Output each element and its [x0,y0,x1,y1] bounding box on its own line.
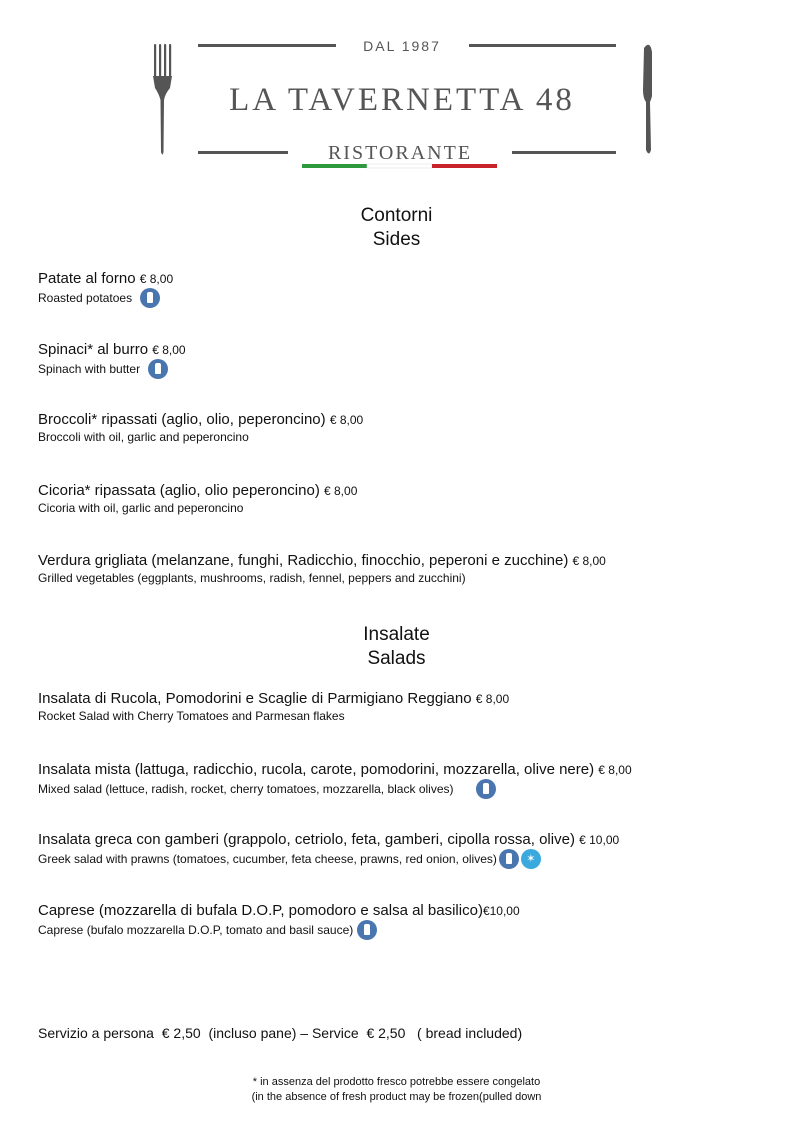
fork-icon [153,44,172,155]
menu-item [38,482,357,516]
footnote-line-2: (in the absence of fresh product may be frozen(pulled down [251,1091,542,1103]
item-name: Cicoria* ripassata (aglio, olio peperoncino) [38,482,320,499]
item-desc: Spinach with butter [38,362,141,376]
item-name: Insalata mista (lattuga, radicchio, rucola, carote, pomodorini, mozzarella, olive nere) [38,761,595,778]
item-price: €10,00 [482,904,520,918]
section-title-it: Contorni [360,205,433,226]
service-label-it: Servizio a persona [38,1025,154,1041]
service-dash: – [300,1025,309,1041]
item-desc: Grilled vegetables (eggplants, mushrooms, radish, fennel, peppers and zucchini) [38,571,466,585]
flag-white [367,164,432,168]
item-desc: Caprese (bufalo mozzarella D.O.P, tomato and basil sauce) [38,923,354,937]
item-price: € 8,00 [139,272,174,286]
milk-icon [140,288,160,308]
flag-red [432,164,497,168]
menu-item [38,270,173,308]
item-name: Spinaci* al burro [38,341,149,358]
flag-green [302,164,367,168]
section-title-it: Insalate [363,624,430,645]
item-price: € 8,00 [475,692,510,706]
item-price: € 8,00 [329,413,364,427]
item-name: Caprese (mozzarella di bufala D.O.P, pomodoro e salsa al basilico) [38,902,483,919]
service-note-it: (incluso pane) [208,1025,297,1041]
menu-item [38,831,619,869]
service-note-en: ( bread included) [417,1025,523,1041]
item-name: Verdura grigliata (melanzane, funghi, Radicchio, finocchio, peperoni e zucchine) [38,552,569,569]
section-title-en: Sides [372,229,421,250]
footnote [0,1075,793,1105]
service-charge [38,1025,522,1041]
item-price: € 8,00 [152,343,186,357]
milk-icon [476,779,496,799]
footnote-line-1: * in assenza del prodotto fresco potrebbe essere congelato [252,1076,541,1088]
menu-item [38,761,632,799]
menu-item [38,552,606,586]
restaurant-name: LA TAVERNETTA 48 [229,82,575,118]
item-price: € 8,00 [572,554,606,568]
item-desc: Cicoria with oil, garlic and peperoncino [38,501,244,515]
item-desc: Mixed salad (lettuce, radish, rocket, cherry tomatoes, mozzarella, black olives) [38,782,454,796]
since-label: DAL 1987 [363,38,441,54]
restaurant-subtitle: RISTORANTE [327,142,473,164]
milk-icon [499,849,519,869]
item-name: Patate al forno [38,270,136,287]
service-label-en: Service [311,1025,359,1041]
item-name: Broccoli* ripassati (aglio, olio, peperoncino) [38,411,326,428]
menu-item [38,902,520,940]
service-price-en: € 2,50 [366,1025,406,1041]
item-price: € 8,00 [598,763,632,777]
item-price: € 10,00 [579,833,620,847]
section-title-insalate [0,623,793,671]
item-price: € 8,00 [324,484,358,498]
restaurant-logo [0,0,793,180]
section-title-en: Salads [367,648,426,669]
menu-item [38,341,186,379]
knife-icon [643,45,652,154]
section-title-contorni [0,204,793,252]
item-desc: Broccoli with oil, garlic and peperoncino [38,430,249,444]
service-price-it: € 2,50 [161,1025,201,1041]
item-desc: Greek salad with prawns (tomatoes, cucumber, feta cheese, prawns, red onion, olives) [38,852,497,866]
crustacean-icon [521,849,541,869]
item-desc: Rocket Salad with Cherry Tomatoes and Parmesan flakes [38,709,345,723]
milk-icon [357,920,377,940]
menu-item [38,411,363,445]
item-name: Insalata greca con gamberi (grappolo, cetriolo, feta, gamberi, cipolla rossa, olive) [38,831,575,848]
menu-item [38,690,509,724]
item-desc: Roasted potatoes [38,291,133,305]
item-name: Insalata di Rucola, Pomodorini e Scaglie di Parmigiano Reggiano [38,690,472,707]
milk-icon [148,359,168,379]
